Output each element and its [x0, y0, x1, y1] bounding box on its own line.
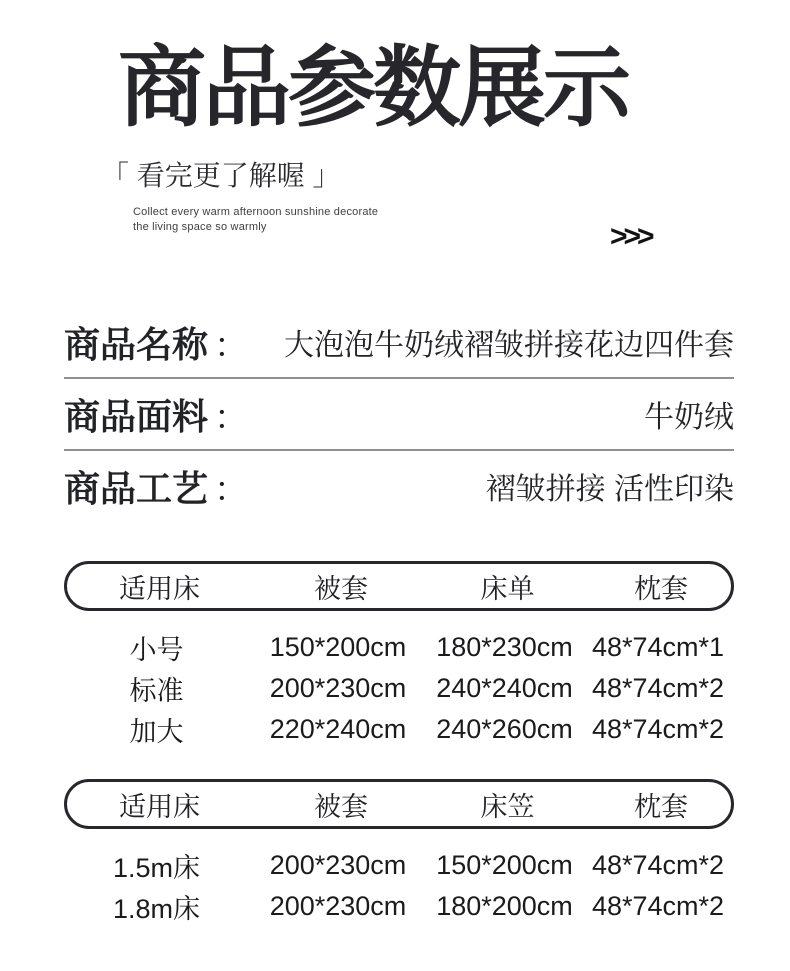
spec-value: 大泡泡牛奶绒褶皱拼接花边四件套	[284, 329, 734, 362]
table-cell: 180*200cm	[436, 891, 573, 921]
spec-label: 商品面料	[64, 395, 209, 437]
table-cell: 1.8m床	[112, 894, 201, 924]
spec-label: 商品工艺	[64, 467, 209, 509]
table-cell: 200*230cm	[269, 850, 407, 880]
size-table-body	[64, 829, 734, 927]
size-table-header-cell: 床单	[480, 573, 535, 604]
table-cell: 200*230cm	[269, 891, 407, 921]
table-cell: 150*200cm	[436, 850, 573, 880]
size-table-header-cell: 床笠	[480, 791, 535, 822]
subtitle: 「 看完更了解喔 」	[101, 160, 341, 191]
size-table-header-cell: 适用床	[119, 573, 200, 604]
spec-row	[64, 451, 734, 521]
size-table-header-cell: 适用床	[119, 791, 200, 822]
spec-colon: ：	[214, 326, 249, 365]
table-cell: 180*230cm	[436, 632, 573, 662]
table-cell: 加大	[129, 717, 184, 747]
spec-list	[64, 307, 734, 521]
table-row	[64, 709, 734, 750]
spec-colon: ：	[214, 470, 249, 509]
size-table-header	[64, 561, 734, 611]
table-cell: 48*74cm*2	[591, 714, 725, 744]
table-row	[64, 627, 734, 668]
spec-row	[64, 379, 734, 451]
size-table-header	[64, 779, 734, 829]
table-cell: 小号	[129, 635, 184, 665]
banner	[0, 0, 790, 307]
tagline-line-2: the living space so warmly	[133, 221, 267, 233]
size-table-body	[64, 611, 734, 750]
table-cell: 200*230cm	[269, 673, 407, 703]
spec-value: 牛奶绒	[644, 401, 734, 434]
table-cell: 标准	[129, 676, 184, 706]
size-table-header-cell: 被套	[314, 573, 368, 604]
table-cell: 48*74cm*1	[591, 632, 725, 662]
table-cell: 48*74cm*2	[591, 850, 725, 880]
table-cell: 48*74cm*2	[591, 673, 725, 703]
table-cell: 220*240cm	[269, 714, 407, 744]
spec-value: 褶皱拼接 活性印染	[485, 473, 734, 506]
size-tables	[64, 561, 734, 927]
table-cell: 48*74cm*2	[591, 891, 725, 921]
tagline-line-1: Collect every warm afternoon sunshine decorate	[133, 206, 379, 218]
spec-colon: ：	[214, 398, 249, 437]
table-row	[64, 668, 734, 709]
table-cell: 240*240cm	[436, 673, 573, 703]
size-table-header-cell: 枕套	[634, 791, 688, 822]
triple-chevron-icon: >>>	[610, 220, 651, 253]
size-table-header-cell: 枕套	[634, 573, 688, 604]
table-cell: 150*200cm	[269, 632, 407, 662]
page-title: 商品参数展示	[118, 38, 629, 137]
table-row	[64, 886, 734, 927]
size-table	[64, 561, 734, 750]
table-cell: 1.5m床	[112, 853, 201, 883]
table-row	[64, 845, 734, 886]
tagline	[133, 205, 378, 235]
spec-row	[64, 307, 734, 379]
size-table	[64, 779, 734, 927]
size-table-header-cell: 被套	[314, 791, 368, 822]
table-cell: 240*260cm	[436, 714, 573, 744]
spec-label: 商品名称	[64, 323, 209, 365]
